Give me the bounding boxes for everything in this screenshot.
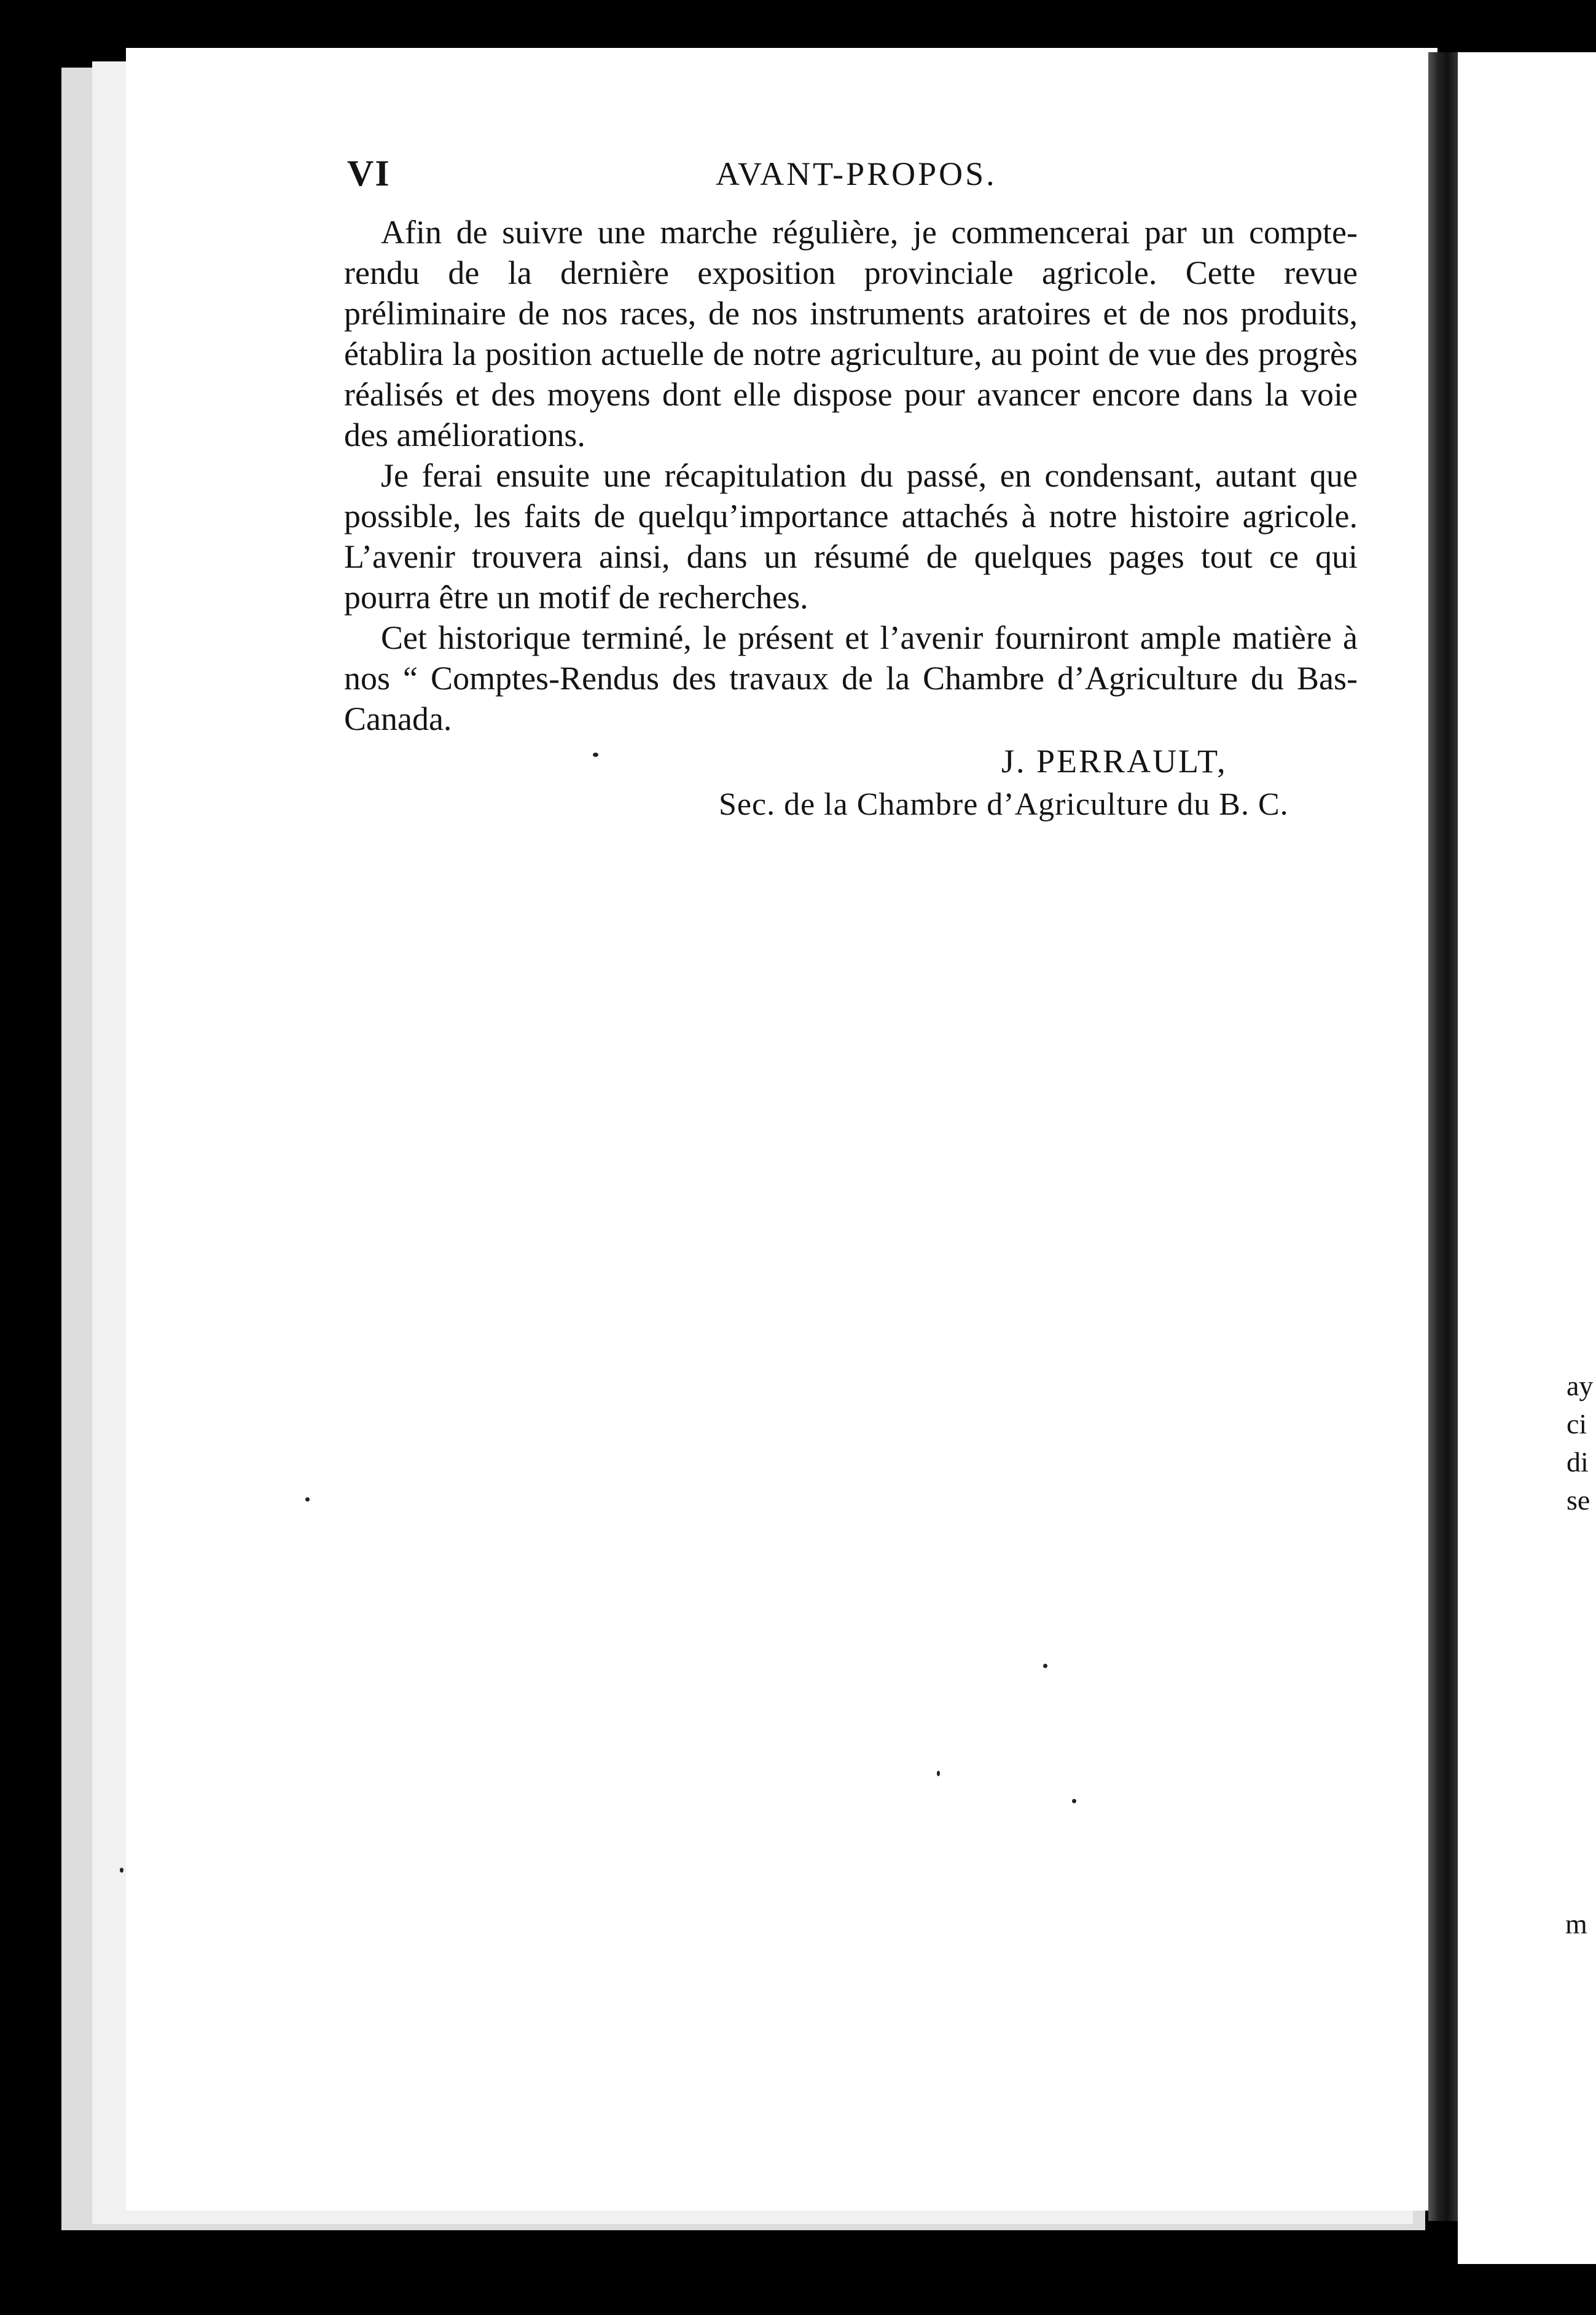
signature-name: J. PERRAULT, — [1001, 743, 1227, 780]
ink-speck — [305, 1497, 310, 1502]
page-number: VI — [347, 153, 391, 194]
facing-page-line: ay — [1567, 1370, 1594, 1401]
paragraph: Je ferai ensuite une récapitulation du passé, en condensant, autant que possible, les faits de quelqu’importance attachés à notre histoire agricole. L’avenir trouvera ainsi, dans un résumé de quelques pages tout ce qui pourra être un motif de recherches. — [344, 457, 1358, 616]
ink-speck — [1043, 1664, 1047, 1668]
facing-page-line: se — [1567, 1484, 1590, 1516]
body-text — [344, 212, 1358, 739]
paragraph: Cet historique terminé, le présent et l’avenir fourniront ample matière à nos “ Comptes-Rendus des travaux de la Chambre d’Agriculture du Bas-Canada. — [344, 619, 1358, 737]
facing-page-line: ci — [1567, 1408, 1587, 1440]
running-head — [347, 152, 1367, 195]
facing-page-line: di — [1567, 1446, 1589, 1478]
ink-speck — [1072, 1799, 1076, 1803]
ink-speck — [937, 1771, 940, 1776]
ink-speck — [120, 1868, 123, 1873]
signature-title: Sec. de la Chambre d’Agriculture du B. C. — [719, 787, 1289, 822]
section-title: AVANT-PROPOS. — [716, 155, 997, 192]
ink-speck — [593, 753, 598, 757]
paragraph: Afin de suivre une marche régulière, je commencerai par un compte-rendu de la dernière exposition provinciale agricole. Cette revue préliminaire de nos races, de nos instruments aratoires et de nos produits, établira la position actuelle de notre agriculture, au point de vue des progrès réalisés et des moyens dont elle dispose pour avancer encore dans la voie des améliorations. — [344, 214, 1358, 453]
facing-page-bottom-text: m — [1565, 1908, 1587, 1940]
facing-page-text — [1567, 1367, 1596, 1519]
book-gutter — [1428, 52, 1458, 2221]
